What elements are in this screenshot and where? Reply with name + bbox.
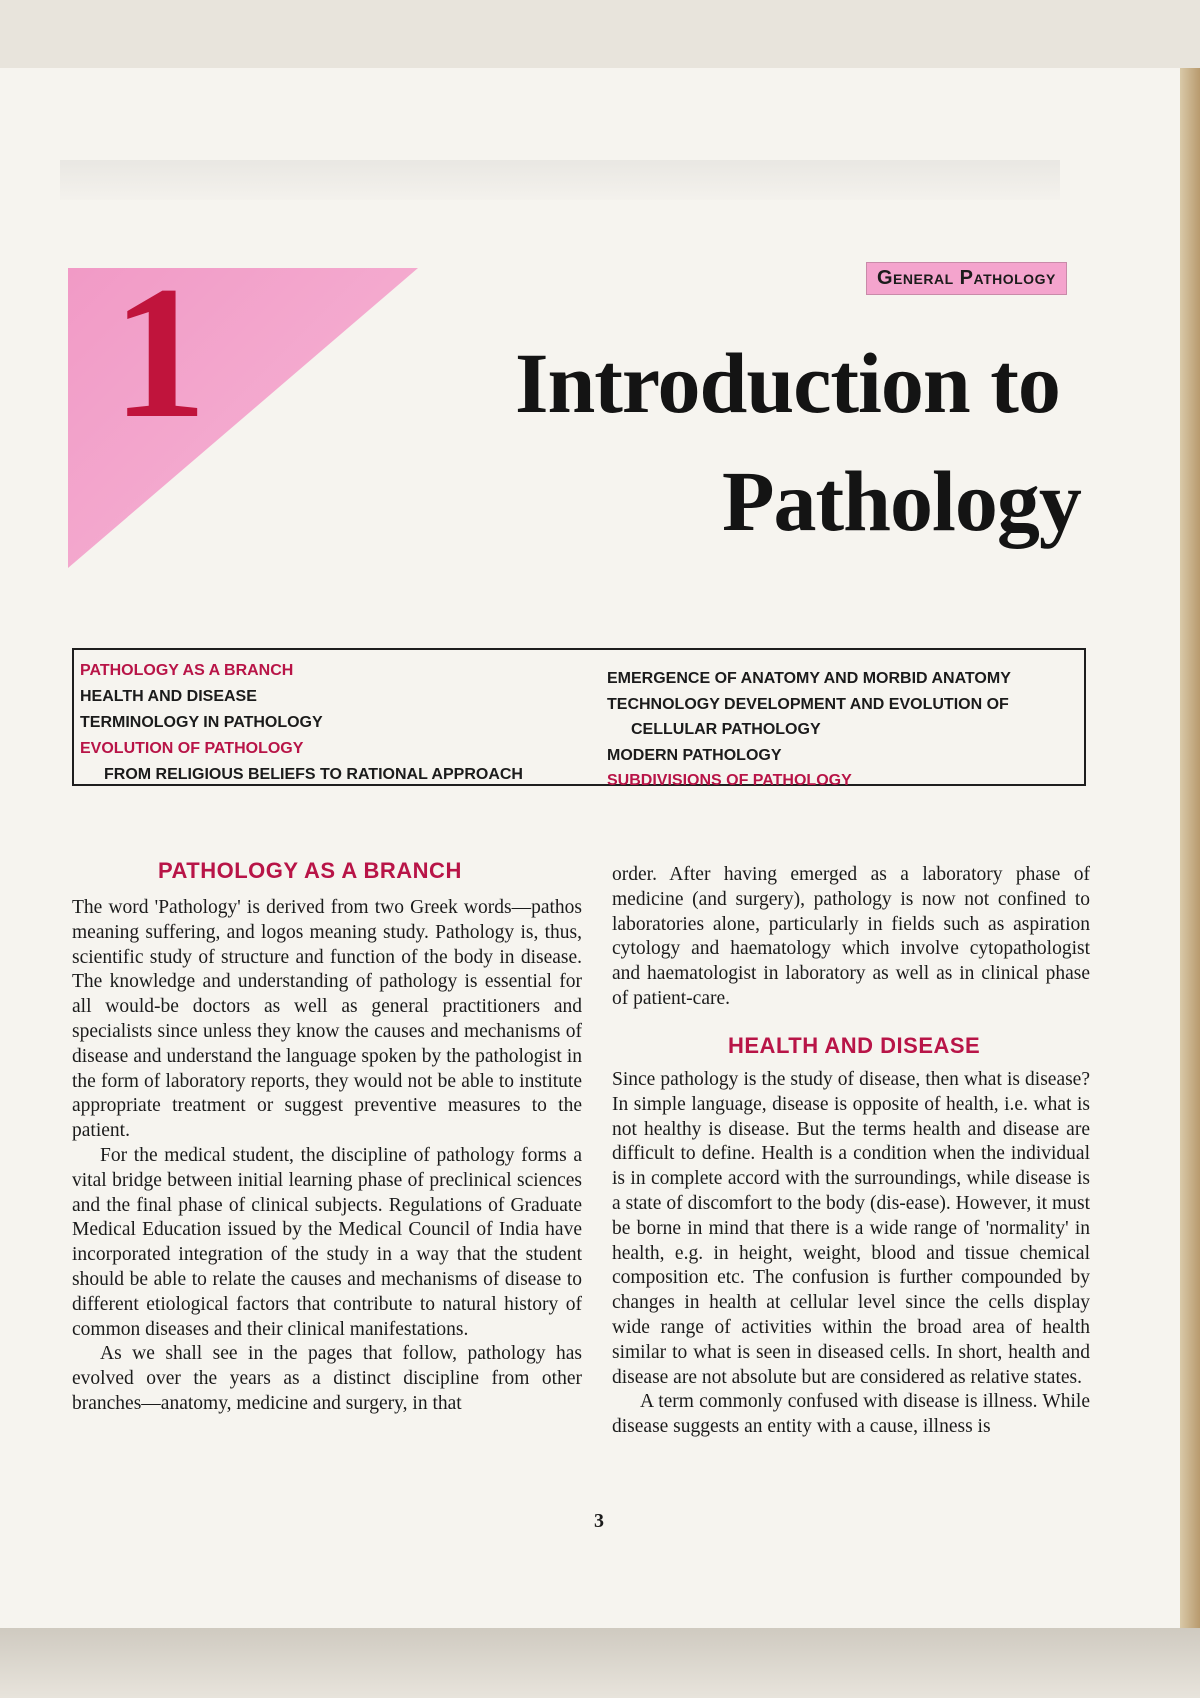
paragraph: Since pathology is the study of disease, then what is disease? In simple language, disease is opposite of health, i.e. what is not healthy is disease. But the terms health and disease are difficult to define. Health is a condition when the individual is in complete accord with the surroundings, while disease is a state of discomfort to the body (dis-ease). However, it must be borne in mind that there is a wide range of 'normality' in health, e.g. in height, weight, blood and tissue chemical composition etc. The confusion is further compounded by changes in health at cellular level since the cells display wide range of activities within the broad area of health similar to what is seen in diseased cells. In short, health and disease are not absolute but are considered as relative states. — [612, 1069, 1090, 1388]
paragraph: As we shall see in the pages that follow, pathology has evolved over the years as a distinct discipline from other branches—anatomy, medicine and surgery, in that — [72, 1343, 582, 1414]
outline-item: EMERGENCE OF ANATOMY AND MORBID ANATOMY — [607, 670, 1011, 687]
chapter-number: 1 — [112, 248, 207, 458]
right-body-column-top — [612, 863, 1090, 1012]
left-body-column — [72, 896, 582, 1417]
section-heading-branch: PATHOLOGY AS A BRANCH — [158, 858, 462, 883]
outline-left-column — [80, 658, 523, 788]
outline-item: TECHNOLOGY DEVELOPMENT AND EVOLUTION OF — [607, 695, 1009, 713]
chapter-title-line-2: Pathology — [722, 453, 1081, 549]
outline-item: SUBDIVISIONS OF PATHOLOGY — [607, 772, 852, 789]
section-heading-health: HEALTH AND DISEASE — [728, 1033, 981, 1058]
paragraph: A term commonly confused with disease is illness. While disease suggests an entity with a cause, illness is — [612, 1391, 1090, 1438]
outline-item: TERMINOLOGY IN PATHOLOGY — [80, 714, 323, 731]
paragraph: order. After having emerged as a laboratory phase of medicine (and surgery), pathology is now not confined to laboratories alone, particularly in fields such as aspiration cytology and haematology which involve cytopathologist and haematologist in laboratory as well as in clinical phase of patient-care. — [612, 864, 1090, 1009]
outline-item: MODERN PATHOLOGY — [607, 746, 782, 764]
outline-item: HEALTH AND DISEASE — [80, 688, 257, 705]
paragraph: For the medical student, the discipline of pathology forms a vital bridge between initial learning phase of preclinical sciences and the final phase of clinical subjects. Regulations of Graduate Medical Education issued by the Medical Council of India have incorporated integration of the study in a way that the student should be able to relate the causes and mechanisms of disease to different etiological factors that contribute to natural history of common diseases and their clinical manifestations. — [72, 1144, 582, 1340]
outline-item: FROM RELIGIOUS BELIEFS TO RATIONAL APPROACH — [104, 766, 523, 783]
section-tag: General Pathology — [866, 262, 1067, 295]
chapter-outline-box — [72, 648, 1086, 789]
book-spine-edge — [1180, 68, 1200, 1628]
page-number: 3 — [594, 1510, 604, 1532]
outline-item: PATHOLOGY AS A BRANCH — [80, 662, 294, 679]
outline-item: CELLULAR PATHOLOGY — [631, 721, 821, 738]
show-through-band — [60, 160, 1060, 200]
outline-item: EVOLUTION OF PATHOLOGY — [80, 740, 304, 757]
chapter-title-line-1: Introduction to — [515, 335, 1060, 431]
page-bottom-shadow — [0, 1628, 1200, 1698]
paragraph: The word 'Pathology' is derived from two Greek words—pathos meaning suffering, and logos meaning study. Pathology is, thus, scientific study of structure and function of the body in disease. The knowledge and understanding of pathology is essential for all would-be doctors as well as general practitioners and specialists since unless they know the causes and mechanisms of disease and understand the language spoken by the pathologist in the form of laboratory reports, they would not be able to institute appropriate treatment or suggest preventive measures to the patient. — [72, 897, 582, 1142]
outline-right-column — [607, 666, 1011, 794]
right-body-column-bottom — [612, 1068, 1090, 1440]
